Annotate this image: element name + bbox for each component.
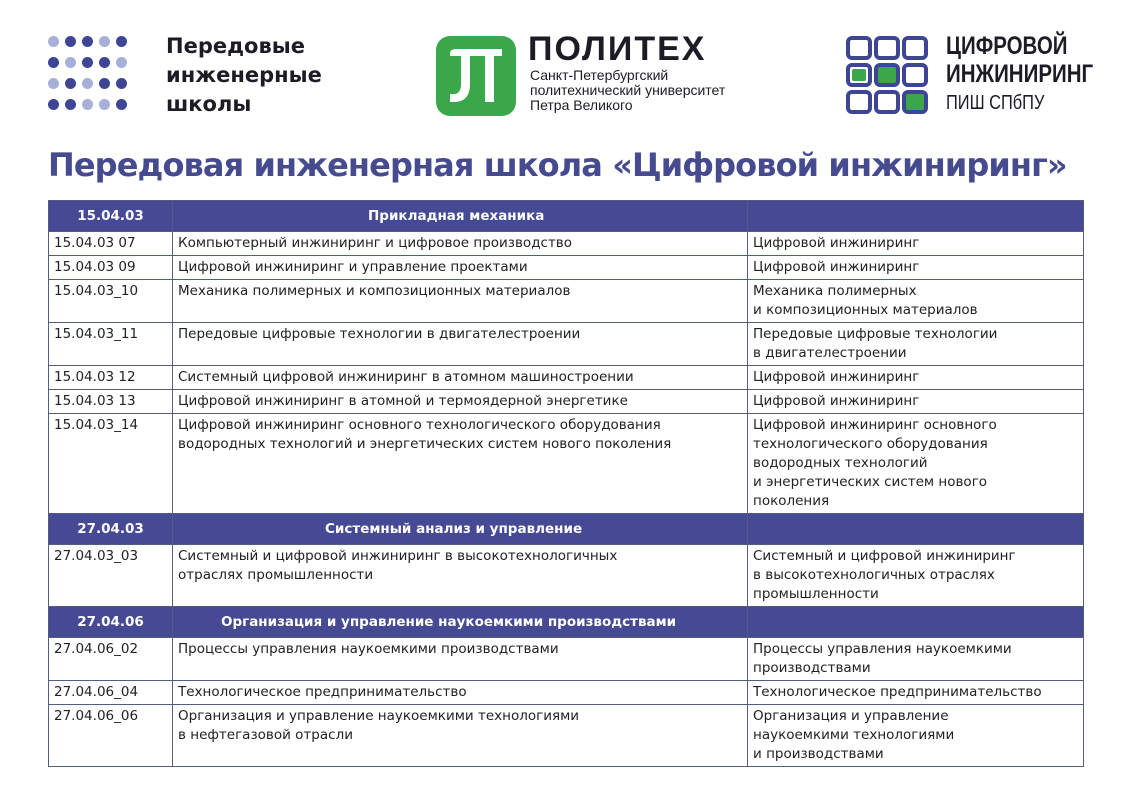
table-row [49, 390, 1084, 414]
section-empty [748, 607, 1084, 638]
program-name-line: Технологическое предпринимательство [178, 684, 467, 700]
dots-logo-icon [48, 36, 130, 118]
program-code: 15.04.03 12 [49, 366, 173, 390]
section-code: 27.04.03 [49, 514, 173, 545]
polytech-subtitle-line: Санкт-Петербургский [530, 67, 669, 83]
program-name [173, 232, 748, 256]
logo-dot [99, 78, 110, 89]
section-code: 27.04.06 [49, 607, 173, 638]
logo-dot [116, 99, 127, 110]
polytech-title: ПОЛИТЕХ [528, 30, 707, 68]
digital-engineering-logo-title [946, 32, 1093, 88]
section-header-row [49, 514, 1084, 545]
polytech-subtitle-line: Петра Великого [530, 97, 633, 113]
program-school-line: наукоемкими технологиями [753, 727, 955, 743]
program-school-line: в двигателестроении [753, 345, 907, 361]
table-row [49, 366, 1084, 390]
program-school-line: производствами [753, 660, 871, 676]
logo-dot [65, 57, 76, 68]
section-empty [748, 201, 1084, 232]
program-name [173, 705, 748, 767]
program-school-line: и энергетических систем нового [753, 474, 988, 490]
program-school-line: промышленности [753, 586, 879, 602]
program-name [173, 390, 748, 414]
program-name-line: Цифровой инжиниринг и управление проектами [178, 259, 528, 275]
program-name-line: Механика полимерных и композиционных материалов [178, 283, 571, 299]
programs-table [48, 200, 1084, 767]
logo-dot [82, 57, 93, 68]
polytech-subtitle [530, 68, 725, 113]
left-logo-line: школы [166, 92, 252, 116]
program-school-line: Цифровой инжиниринг [753, 235, 920, 251]
logo-dot [65, 99, 76, 110]
program-school-line: Передовые цифровые технологии [753, 326, 998, 342]
page-title: Передовая инженерная школа «Цифровой инжиниринг» [48, 146, 1067, 184]
program-school-line: Цифровой инжиниринг основного [753, 417, 997, 433]
program-school-line: Процессы управления наукоемкими [753, 641, 1012, 657]
program-school-line: поколения [753, 493, 830, 509]
logo-dot [48, 78, 59, 89]
program-name [173, 280, 748, 323]
section-name: Системный анализ и управление [173, 514, 748, 545]
table-row [49, 232, 1084, 256]
program-school [748, 323, 1084, 366]
program-name [173, 323, 748, 366]
section-header-row [49, 201, 1084, 232]
table-row [49, 323, 1084, 366]
section-name: Прикладная механика [173, 201, 748, 232]
logo-dot [116, 57, 127, 68]
logo-dot [116, 78, 127, 89]
program-name [173, 366, 748, 390]
program-code: 27.04.06_04 [49, 681, 173, 705]
logo-dot [65, 36, 76, 47]
program-code: 15.04.03_14 [49, 414, 173, 514]
program-code: 15.04.03_11 [49, 323, 173, 366]
program-name [173, 638, 748, 681]
table-row [49, 280, 1084, 323]
logo-dot [48, 57, 59, 68]
polytech-logo-icon [436, 36, 516, 116]
table-row [49, 681, 1084, 705]
section-empty [748, 514, 1084, 545]
logo-dot [99, 99, 110, 110]
program-name-line: отраслях промышленности [178, 567, 374, 583]
program-school-line: Цифровой инжиниринг [753, 369, 920, 385]
program-name [173, 545, 748, 607]
program-school-line: Организация и управление [753, 708, 949, 724]
program-school [748, 280, 1084, 323]
program-school-line: в высокотехнологичных отраслях [753, 567, 995, 583]
program-school-line: Системный и цифровой инжиниринг [753, 548, 1016, 564]
program-code: 27.04.06_02 [49, 638, 173, 681]
program-code: 27.04.03_03 [49, 545, 173, 607]
logo-dot [48, 99, 59, 110]
program-school-line: Механика полимерных [753, 283, 917, 299]
program-school [748, 545, 1084, 607]
program-school-line: Технологическое предпринимательство [753, 684, 1042, 700]
digital-engineering-logo-line: ИНЖИНИРИНГ [946, 60, 1094, 88]
left-logo-text [166, 32, 322, 119]
program-name-line: Системный цифровой инжиниринг в атомном машиностроении [178, 369, 634, 385]
program-name-line: Процессы управления наукоемкими производствами [178, 641, 559, 657]
table-row [49, 638, 1084, 681]
table-row [49, 545, 1084, 607]
program-name-line: водородных технологий и энергетических систем нового поколения [178, 436, 672, 452]
logo-dot [116, 36, 127, 47]
program-school [748, 256, 1084, 280]
program-school [748, 638, 1084, 681]
program-school [748, 232, 1084, 256]
program-name [173, 414, 748, 514]
program-name-line: Организация и управление наукоемкими технологиями [178, 708, 580, 724]
program-name-line: Цифровой инжиниринг основного технологического оборудования [178, 417, 661, 433]
logo-dot [99, 57, 110, 68]
digital-engineering-logo-line: ЦИФРОВОЙ [946, 32, 1068, 60]
program-school [748, 705, 1084, 767]
program-code: 15.04.03 07 [49, 232, 173, 256]
program-school-line: и композиционных материалов [753, 302, 978, 318]
table-row [49, 256, 1084, 280]
polytech-subtitle-line: политехнический университет [530, 82, 726, 98]
section-code: 15.04.03 [49, 201, 173, 232]
program-name-line: в нефтегазовой отрасли [178, 727, 353, 743]
program-school [748, 366, 1084, 390]
grid-logo-icon [846, 36, 930, 116]
logo-dot [82, 99, 93, 110]
program-school-line: водородных технологий [753, 455, 928, 471]
program-school-line: технологического оборудования [753, 436, 988, 452]
logo-dot [65, 78, 76, 89]
program-school [748, 681, 1084, 705]
program-code: 15.04.03_10 [49, 280, 173, 323]
left-logo-line: Передовые [166, 34, 306, 58]
section-name: Организация и управление наукоемкими производствами [173, 607, 748, 638]
program-name-line: Компьютерный инжиниринг и цифровое производство [178, 235, 573, 251]
logo-dot [99, 36, 110, 47]
program-name-line: Системный и цифровой инжиниринг в высокотехнологичных [178, 548, 618, 564]
program-school [748, 390, 1084, 414]
program-school-line: Цифровой инжиниринг [753, 259, 920, 275]
program-code: 15.04.03 09 [49, 256, 173, 280]
logo-dot [82, 36, 93, 47]
section-header-row [49, 607, 1084, 638]
table-row [49, 414, 1084, 514]
program-name [173, 256, 748, 280]
program-school [748, 414, 1084, 514]
logo-dot [48, 36, 59, 47]
program-code: 27.04.06_06 [49, 705, 173, 767]
program-school-line: Цифровой инжиниринг [753, 393, 920, 409]
left-logo-line: инженерные [166, 63, 322, 87]
program-code: 15.04.03 13 [49, 390, 173, 414]
table-row [49, 705, 1084, 767]
header [0, 0, 1130, 130]
program-school-line: и производствами [753, 746, 884, 762]
digital-engineering-logo-subtitle: ПИШ СПбПУ [946, 92, 1045, 114]
logo-dot [82, 78, 93, 89]
program-name-line: Передовые цифровые технологии в двигателестроении [178, 326, 581, 342]
program-name [173, 681, 748, 705]
program-name-line: Цифровой инжиниринг в атомной и термоядерной энергетике [178, 393, 628, 409]
